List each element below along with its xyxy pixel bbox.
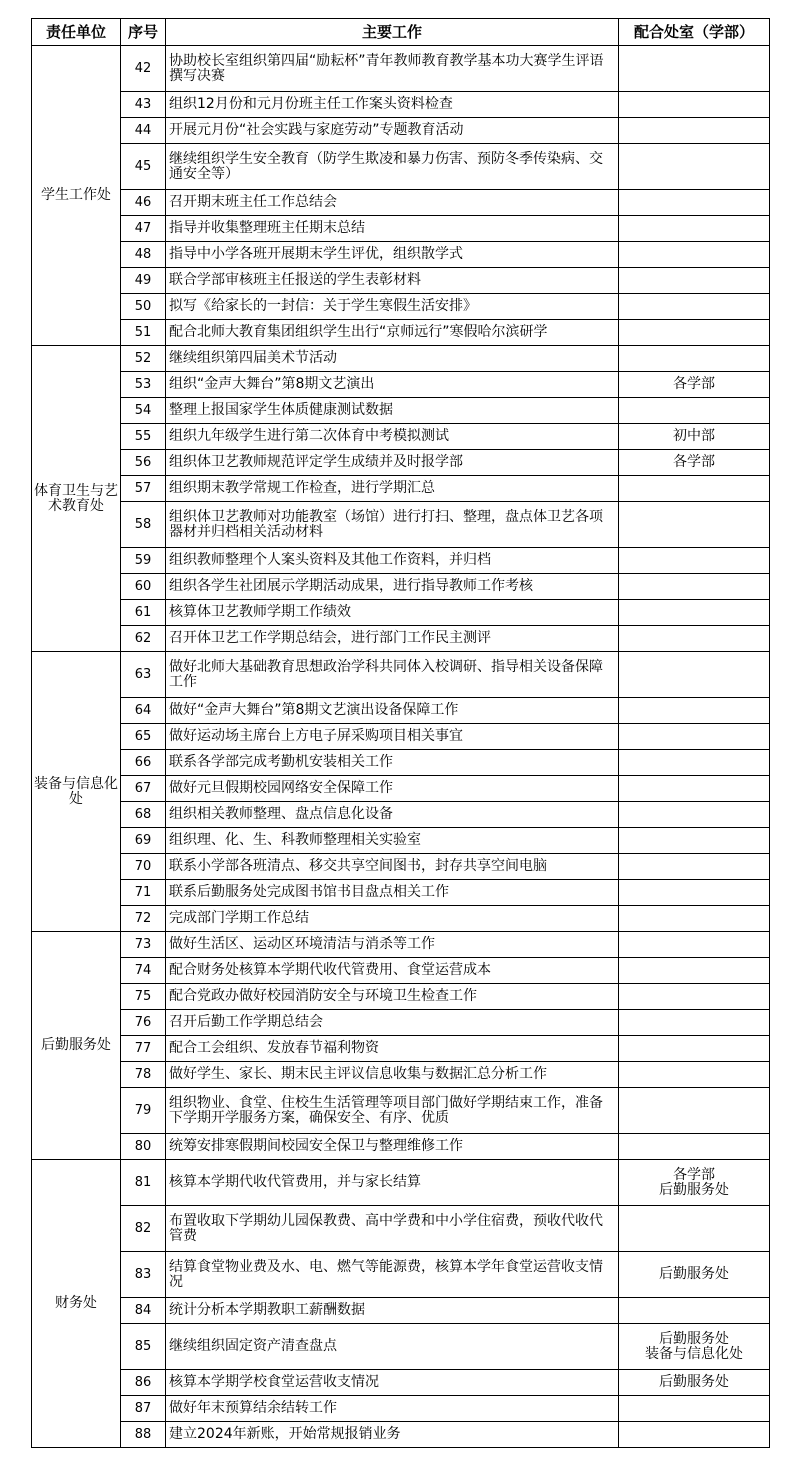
table-row [32, 828, 770, 854]
header-number: 序号 [121, 19, 166, 46]
table-row [32, 216, 770, 242]
cooperating-office-cell [619, 906, 770, 932]
cooperating-office-cell [619, 880, 770, 906]
main-work-cell: 核算体卫艺教师学期工作绩效 [166, 600, 619, 626]
cooperating-office-cell: 各学部 后勤服务处 [619, 1160, 770, 1206]
main-work-cell: 组织12月份和元月份班主任工作案头资料检查 [166, 92, 619, 118]
cooperating-office-cell [619, 1088, 770, 1134]
table-row [32, 1252, 770, 1298]
table-row [32, 750, 770, 776]
item-number-cell: 84 [121, 1298, 166, 1324]
header-cooperating-office: 配合处室（学部） [619, 19, 770, 46]
main-work-cell: 联系小学部各班清点、移交共享空间图书，封存共享空间电脑 [166, 854, 619, 880]
main-work-cell: 组织各学生社团展示学期活动成果，进行指导教师工作考核 [166, 574, 619, 600]
cooperating-office-cell [619, 1298, 770, 1324]
responsible-unit-cell: 体育卫生与艺术教育处 [32, 346, 121, 652]
table-row [32, 1062, 770, 1088]
main-work-cell: 组织相关教师整理、盘点信息化设备 [166, 802, 619, 828]
table-row [32, 502, 770, 548]
item-number-cell: 75 [121, 984, 166, 1010]
responsible-unit-cell: 后勤服务处 [32, 932, 121, 1160]
table-row [32, 398, 770, 424]
table-row [32, 984, 770, 1010]
item-number-cell: 50 [121, 294, 166, 320]
cooperating-office-cell [619, 294, 770, 320]
cooperating-office-cell [619, 750, 770, 776]
table-row [32, 144, 770, 190]
main-work-cell: 继续组织第四届美术节活动 [166, 346, 619, 372]
table-row [32, 1160, 770, 1206]
table-row [32, 450, 770, 476]
table-row [32, 320, 770, 346]
main-work-cell: 组织体卫艺教师规范评定学生成绩并及时报学部 [166, 450, 619, 476]
cooperating-office-cell [619, 1134, 770, 1160]
table-header-row [32, 19, 770, 46]
main-work-cell: 结算食堂物业费及水、电、燃气等能源费，核算本学年食堂运营收支情况 [166, 1252, 619, 1298]
cooperating-office-cell [619, 92, 770, 118]
cooperating-office-cell: 各学部 [619, 372, 770, 398]
main-work-cell: 配合财务处核算本学期代收代管费用、食堂运营成本 [166, 958, 619, 984]
main-work-cell: 组织理、化、生、科教师整理相关实验室 [166, 828, 619, 854]
table-row [32, 600, 770, 626]
item-number-cell: 78 [121, 1062, 166, 1088]
table-row [32, 1370, 770, 1396]
item-number-cell: 60 [121, 574, 166, 600]
main-work-cell: 做好运动场主席台上方电子屏采购项目相关事宜 [166, 724, 619, 750]
item-number-cell: 67 [121, 776, 166, 802]
header-unit: 责任单位 [32, 19, 121, 46]
cooperating-office-cell: 后勤服务处 装备与信息化处 [619, 1324, 770, 1370]
main-work-cell: 联系各学部完成考勤机安装相关工作 [166, 750, 619, 776]
main-work-cell: 做好“金声大舞台”第8期文艺演出设备保障工作 [166, 698, 619, 724]
main-work-cell: 配合工会组织、发放春节福利物资 [166, 1036, 619, 1062]
table-row [32, 46, 770, 92]
main-work-cell: 整理上报国家学生体质健康测试数据 [166, 398, 619, 424]
cooperating-office-cell [619, 476, 770, 502]
table-row [32, 1324, 770, 1370]
main-work-cell: 召开后勤工作学期总结会 [166, 1010, 619, 1036]
main-work-cell: 组织九年级学生进行第二次体育中考模拟测试 [166, 424, 619, 450]
cooperating-office-cell [619, 346, 770, 372]
cooperating-office-cell [619, 574, 770, 600]
main-work-cell: 组织“金声大舞台”第8期文艺演出 [166, 372, 619, 398]
table-row [32, 1010, 770, 1036]
main-work-cell: 核算本学期代收代管费用，并与家长结算 [166, 1160, 619, 1206]
table-row [32, 1036, 770, 1062]
cooperating-office-cell [619, 398, 770, 424]
main-work-cell: 完成部门学期工作总结 [166, 906, 619, 932]
item-number-cell: 53 [121, 372, 166, 398]
item-number-cell: 81 [121, 1160, 166, 1206]
main-work-cell: 做好生活区、运动区环境清洁与消杀等工作 [166, 932, 619, 958]
item-number-cell: 65 [121, 724, 166, 750]
responsible-unit-cell: 财务处 [32, 1160, 121, 1448]
table-row [32, 372, 770, 398]
table-row [32, 118, 770, 144]
table-row [32, 932, 770, 958]
item-number-cell: 79 [121, 1088, 166, 1134]
table-row [32, 776, 770, 802]
item-number-cell: 59 [121, 548, 166, 574]
main-work-cell: 协助校长室组织第四届“励耘杯”青年教师教育教学基本功大赛学生评语撰写决赛 [166, 46, 619, 92]
item-number-cell: 52 [121, 346, 166, 372]
cooperating-office-cell [619, 118, 770, 144]
item-number-cell: 85 [121, 1324, 166, 1370]
cooperating-office-cell [619, 144, 770, 190]
table-row [32, 268, 770, 294]
item-number-cell: 73 [121, 932, 166, 958]
cooperating-office-cell [619, 776, 770, 802]
table-row [32, 958, 770, 984]
table-row [32, 1298, 770, 1324]
cooperating-office-cell: 各学部 [619, 450, 770, 476]
cooperating-office-cell [619, 932, 770, 958]
item-number-cell: 82 [121, 1206, 166, 1252]
item-number-cell: 70 [121, 854, 166, 880]
table-row [32, 548, 770, 574]
table-row [32, 724, 770, 750]
item-number-cell: 54 [121, 398, 166, 424]
item-number-cell: 44 [121, 118, 166, 144]
main-work-cell: 指导中小学各班开展期末学生评优，组织散学式 [166, 242, 619, 268]
item-number-cell: 61 [121, 600, 166, 626]
main-work-cell: 建立2024年新账，开始常规报销业务 [166, 1422, 619, 1448]
cooperating-office-cell [619, 698, 770, 724]
table-row [32, 190, 770, 216]
item-number-cell: 69 [121, 828, 166, 854]
item-number-cell: 83 [121, 1252, 166, 1298]
responsible-unit-cell: 学生工作处 [32, 46, 121, 346]
cooperating-office-cell [619, 1396, 770, 1422]
table-row [32, 1088, 770, 1134]
main-work-cell: 召开期末班主任工作总结会 [166, 190, 619, 216]
cooperating-office-cell [619, 1036, 770, 1062]
table-row [32, 424, 770, 450]
item-number-cell: 74 [121, 958, 166, 984]
item-number-cell: 49 [121, 268, 166, 294]
main-work-cell: 组织体卫艺教师对功能教室（场馆）进行打扫、整理，盘点体卫艺各项器材并归档相关活动材料 [166, 502, 619, 548]
main-work-cell: 组织教师整理个人案头资料及其他工作资料，并归档 [166, 548, 619, 574]
main-work-cell: 拟写《给家长的一封信：关于学生寒假生活安排》 [166, 294, 619, 320]
cooperating-office-cell [619, 1010, 770, 1036]
responsible-unit-cell: 装备与信息化处 [32, 652, 121, 932]
item-number-cell: 77 [121, 1036, 166, 1062]
cooperating-office-cell [619, 502, 770, 548]
table-row [32, 1422, 770, 1448]
item-number-cell: 80 [121, 1134, 166, 1160]
main-work-cell: 组织物业、食堂、住校生生活管理等项目部门做好学期结束工作，准备下学期开学服务方案，确保安全、有序、优质 [166, 1088, 619, 1134]
cooperating-office-cell [619, 190, 770, 216]
table-row [32, 476, 770, 502]
item-number-cell: 47 [121, 216, 166, 242]
work-plan-table-container [31, 18, 770, 1448]
item-number-cell: 71 [121, 880, 166, 906]
cooperating-office-cell [619, 242, 770, 268]
cooperating-office-cell [619, 1422, 770, 1448]
item-number-cell: 43 [121, 92, 166, 118]
item-number-cell: 56 [121, 450, 166, 476]
main-work-cell: 联系后勤服务处完成图书馆书目盘点相关工作 [166, 880, 619, 906]
item-number-cell: 87 [121, 1396, 166, 1422]
item-number-cell: 62 [121, 626, 166, 652]
cooperating-office-cell [619, 802, 770, 828]
item-number-cell: 66 [121, 750, 166, 776]
table-row [32, 92, 770, 118]
table-row [32, 626, 770, 652]
item-number-cell: 88 [121, 1422, 166, 1448]
main-work-cell: 统计分析本学期教职工薪酬数据 [166, 1298, 619, 1324]
item-number-cell: 57 [121, 476, 166, 502]
item-number-cell: 55 [121, 424, 166, 450]
main-work-cell: 配合党政办做好校园消防安全与环境卫生检查工作 [166, 984, 619, 1010]
item-number-cell: 76 [121, 1010, 166, 1036]
main-work-cell: 开展元月份“社会实践与家庭劳动”专题教育活动 [166, 118, 619, 144]
cooperating-office-cell [619, 320, 770, 346]
main-work-cell: 做好学生、家长、期末民主评议信息收集与数据汇总分析工作 [166, 1062, 619, 1088]
cooperating-office-cell: 后勤服务处 [619, 1370, 770, 1396]
cooperating-office-cell [619, 626, 770, 652]
table-row [32, 802, 770, 828]
cooperating-office-cell [619, 1062, 770, 1088]
table-row [32, 346, 770, 372]
main-work-cell: 配合北师大教育集团组织学生出行“京师远行”寒假哈尔滨研学 [166, 320, 619, 346]
main-work-cell: 继续组织学生安全教育（防学生欺凌和暴力伤害、预防冬季传染病、交通安全等） [166, 144, 619, 190]
table-row [32, 1206, 770, 1252]
main-work-cell: 做好元旦假期校园网络安全保障工作 [166, 776, 619, 802]
cooperating-office-cell [619, 958, 770, 984]
item-number-cell: 63 [121, 652, 166, 698]
main-work-cell: 布置收取下学期幼儿园保教费、高中学费和中小学住宿费，预收代收代管费 [166, 1206, 619, 1252]
cooperating-office-cell [619, 46, 770, 92]
table-row [32, 652, 770, 698]
cooperating-office-cell [619, 984, 770, 1010]
table-row [32, 906, 770, 932]
main-work-cell: 联合学部审核班主任报送的学生表彰材料 [166, 268, 619, 294]
cooperating-office-cell: 后勤服务处 [619, 1252, 770, 1298]
item-number-cell: 72 [121, 906, 166, 932]
cooperating-office-cell [619, 828, 770, 854]
cooperating-office-cell [619, 724, 770, 750]
main-work-cell: 继续组织固定资产清查盘点 [166, 1324, 619, 1370]
table-row [32, 854, 770, 880]
cooperating-office-cell [619, 548, 770, 574]
item-number-cell: 68 [121, 802, 166, 828]
main-work-cell: 召开体卫艺工作学期总结会，进行部门工作民主测评 [166, 626, 619, 652]
main-work-cell: 做好北师大基础教育思想政治学科共同体入校调研、指导相关设备保障工作 [166, 652, 619, 698]
table-body [32, 46, 770, 1448]
main-work-cell: 组织期末教学常规工作检查，进行学期汇总 [166, 476, 619, 502]
cooperating-office-cell [619, 216, 770, 242]
main-work-cell: 做好年末预算结余结转工作 [166, 1396, 619, 1422]
item-number-cell: 42 [121, 46, 166, 92]
item-number-cell: 64 [121, 698, 166, 724]
item-number-cell: 86 [121, 1370, 166, 1396]
cooperating-office-cell [619, 600, 770, 626]
main-work-cell: 核算本学期学校食堂运营收支情况 [166, 1370, 619, 1396]
table-row [32, 880, 770, 906]
table-row [32, 1396, 770, 1422]
cooperating-office-cell [619, 268, 770, 294]
table-row [32, 294, 770, 320]
item-number-cell: 45 [121, 144, 166, 190]
item-number-cell: 46 [121, 190, 166, 216]
table-row [32, 242, 770, 268]
cooperating-office-cell [619, 1206, 770, 1252]
cooperating-office-cell: 初中部 [619, 424, 770, 450]
cooperating-office-cell [619, 854, 770, 880]
item-number-cell: 51 [121, 320, 166, 346]
header-main-work: 主要工作 [166, 19, 619, 46]
main-work-cell: 统筹安排寒假期间校园安全保卫与整理维修工作 [166, 1134, 619, 1160]
work-plan-table [31, 18, 770, 1448]
table-row [32, 1134, 770, 1160]
item-number-cell: 58 [121, 502, 166, 548]
table-row [32, 698, 770, 724]
main-work-cell: 指导并收集整理班主任期末总结 [166, 216, 619, 242]
table-row [32, 574, 770, 600]
item-number-cell: 48 [121, 242, 166, 268]
cooperating-office-cell [619, 652, 770, 698]
